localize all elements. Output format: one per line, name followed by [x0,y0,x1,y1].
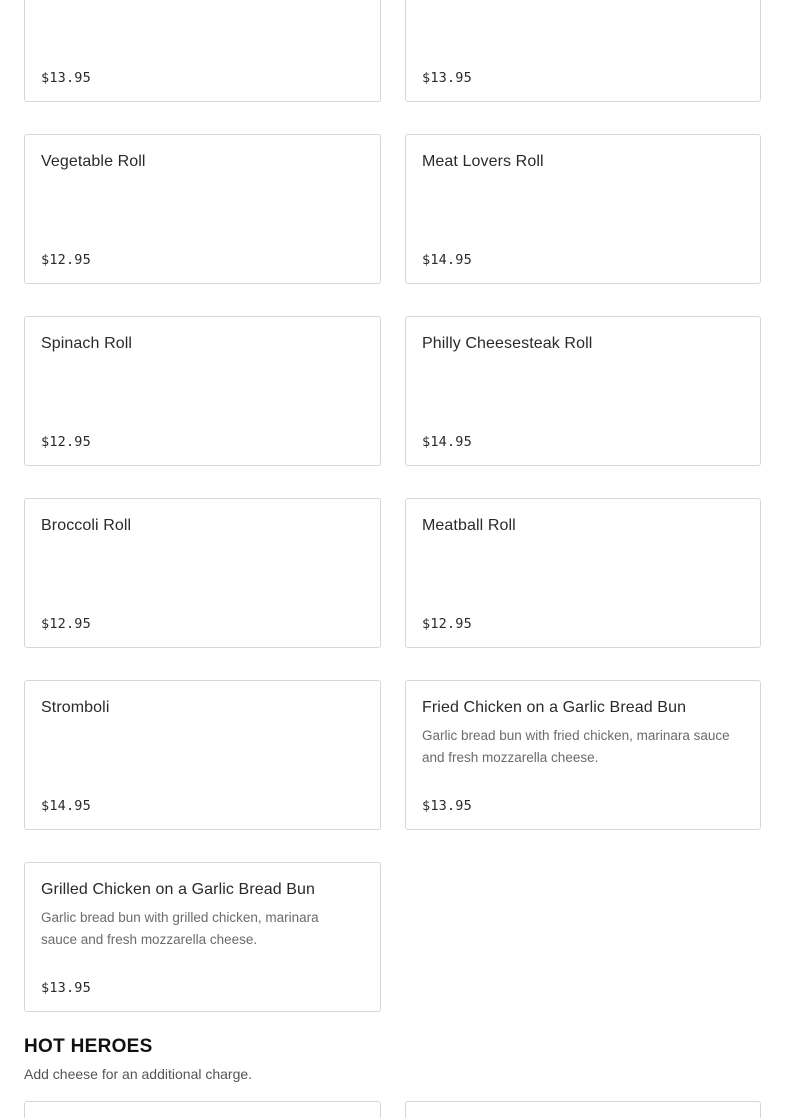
menu-item-price: $12.95 [422,616,472,632]
menu-item-name: Grilled Chicken on a Garlic Bread Bun [41,881,316,898]
menu-item-name: Meatball Roll [422,517,516,534]
menu-item-price: $14.95 [41,798,91,814]
menu-item-price: $12.95 [41,616,91,632]
menu-item-price: $12.95 [41,434,91,450]
menu-item-card[interactable] [405,0,761,102]
menu-item-card-philly-cheesesteak-roll[interactable] [405,316,761,466]
menu-item-card-meatball-roll[interactable] [405,498,761,648]
menu-item-price: $13.95 [41,980,91,996]
menu-item-name: Vegetable Roll [41,153,146,170]
menu-item-description: Garlic bread bun with grilled chicken, marinara sauce and fresh mozzarella cheese. [41,910,319,947]
menu-item-card-vegetable-roll[interactable] [24,134,381,284]
section-subtitle: Add cheese for an additional charge. [24,1066,253,1082]
menu-item-name: Meat Lovers Roll [422,153,544,170]
section-title-hot-heroes: HOT HEROES [24,1036,153,1057]
menu-item-name: Spinach Roll [41,335,133,352]
menu-item-card[interactable] [405,1101,761,1118]
menu-item-description: Garlic bread bun with fried chicken, marinara sauce and fresh mozzarella cheese. [422,728,730,765]
menu-item-card-broccoli-roll[interactable] [24,498,381,648]
menu-item-card[interactable] [24,1101,381,1118]
menu-item-name: Stromboli [41,699,110,716]
menu-item-price: $14.95 [422,434,472,450]
menu-item-name: Fried Chicken on a Garlic Bread Bun [422,699,687,716]
menu-item-price: $13.95 [422,798,472,814]
menu-item-price: $14.95 [422,252,472,268]
menu-item-price: $13.95 [41,70,91,86]
menu-item-name: Philly Cheesesteak Roll [422,335,593,352]
menu-item-card-stromboli[interactable] [24,680,381,830]
menu-item-price: $13.95 [422,70,472,86]
menu-item-card[interactable] [24,0,381,102]
menu-item-card-spinach-roll[interactable] [24,316,381,466]
menu-item-price: $12.95 [41,252,91,268]
menu-item-card-grilled-chicken-bun[interactable] [24,862,381,1012]
menu-item-name: Broccoli Roll [41,517,132,534]
menu-item-card-meat-lovers-roll[interactable] [405,134,761,284]
menu-item-card-fried-chicken-bun[interactable] [405,680,761,830]
